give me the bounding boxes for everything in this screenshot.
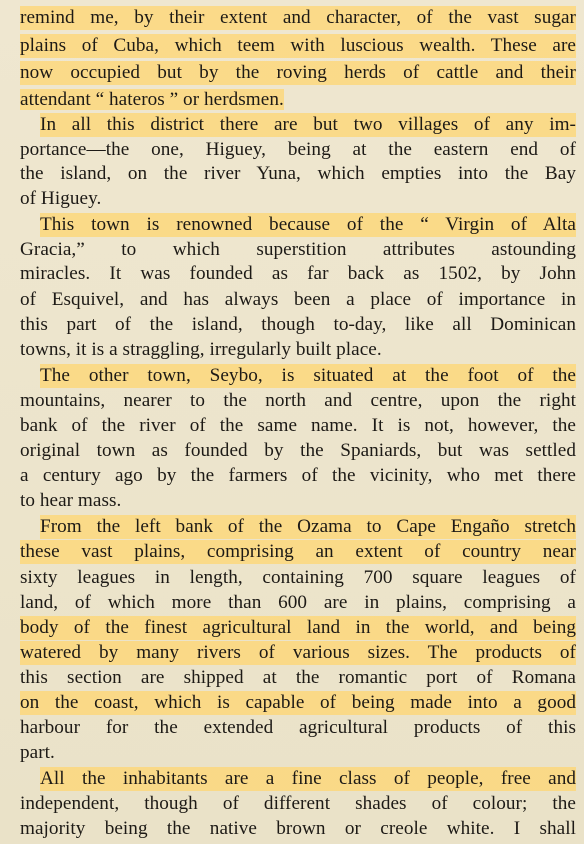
text-line: majority being the native brown or creole white. I shall — [20, 818, 576, 839]
text-line: remind me, by their extent and character, of the vast sugar — [20, 7, 576, 28]
text-line: independent, though of different shades of colour; the — [20, 793, 576, 814]
text-line: body of the finest agricultural land in the world, and being — [20, 617, 576, 638]
text-line: sixty leagues in length, containing 700 square leagues of — [20, 567, 576, 588]
text-line: on the coast, which is capable of being made into a good — [20, 692, 576, 713]
text-line: this section are shipped at the romantic port of Romana — [20, 667, 576, 688]
text-line: of Higuey. — [20, 188, 102, 209]
text-line: In all this district there are but two villages of any im- — [40, 114, 576, 135]
text-line: this part of the island, though to-day, like all Dominican — [20, 314, 576, 335]
text-line: harbour for the extended agricultural products of this — [20, 717, 576, 738]
text-line: original town as founded by the Spaniards, but was settled — [20, 440, 576, 461]
text-line — [20, 88, 576, 112]
text-line: miracles. It was founded as far back as 1502, by John — [20, 263, 576, 284]
text-line: towns, it is a straggling, irregularly built place. — [20, 339, 382, 360]
text-line: these vast plains, comprising an extent of country near — [20, 541, 576, 562]
text-line: From the left bank of the Ozama to Cape Engaño stretch — [40, 516, 576, 537]
text-line: a century ago by the farmers of the vicinity, who met there — [20, 465, 576, 486]
text-line: The other town, Seybo, is situated at the foot of the — [40, 365, 576, 386]
highlighted-text: attendant “ hateros ” or herdsmen. — [20, 89, 284, 110]
text-line: Gracia,” to which superstition attributes astounding — [20, 239, 576, 260]
text-line: mountains, nearer to the north and centre, upon the right — [20, 390, 576, 411]
text-line: part. — [20, 742, 55, 763]
text-line: now occupied but by the roving herds of cattle and their — [20, 62, 576, 83]
text-line: All the inhabitants are a fine class of people, free and — [40, 768, 576, 789]
text-line: of Esquivel, and has always been a place of importance in — [20, 289, 576, 310]
text-line: plains of Cuba, which teem with luscious wealth. These are — [20, 35, 576, 56]
text-line: to hear mass. — [20, 490, 122, 511]
text-line: This town is renowned because of the “ Virgin of Alta — [40, 214, 576, 235]
text-line: watered by many rivers of various sizes. The products of — [20, 642, 576, 663]
text-line: the island, on the river Yuna, which empties into the Bay — [20, 163, 576, 184]
text-line: bank of the river of the same name. It is not, however, the — [20, 415, 576, 436]
text-line: land, of which more than 600 are in plains, comprising a — [20, 592, 576, 613]
text-line: portance—the one, Higuey, being at the eastern end of — [20, 139, 576, 160]
